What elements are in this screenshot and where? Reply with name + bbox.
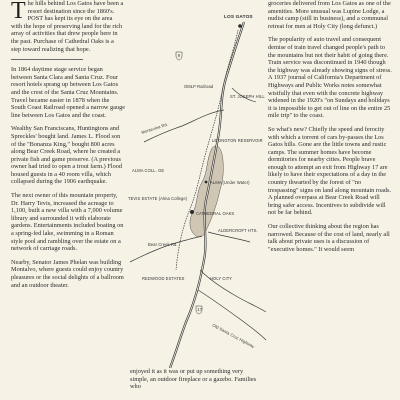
paragraph-wealthy-sf: Wealthy San Franciscans, Huntingtons and Spreckles' bought land. James L. Flood son of the "Bonanza King," bought 800 acres along Bear Creek Road, where he created a private fish and game preserve. (A previous owner had tried to open a trout farm.) Flood housed guests in a 40 room villa, which collapsed during the 1906 earthquake.	[11, 125, 123, 186]
drop-cap: T	[11, 0, 26, 24]
area-map	[126, 0, 268, 368]
label-st-joseph-hill: ST. JOSEPH HILL	[230, 94, 265, 99]
alma-marker	[205, 181, 208, 184]
paragraph-collective-thinking: Our collective thinking about the region has narrowed. Because of the cost of land, nearly all talk about private uses is a discussion of "executive homes." It would seem	[268, 223, 390, 253]
paragraph-auto-travel: The popularity of auto travel and consequent demise of train travel changed people's path to the mountains but not their habit of going there. Train service was discontinued in 1940 though the highway was already showing signs of stress. A 1937 journal of California's Department of Highways and Public Works notes somewhat wistfully that even with the concrete highway widened in the 1920's "on Sundays and holidays it is impossible to get out of line on the entire 25 mile trip" to the coast.	[268, 36, 392, 120]
los-gatos-marker	[238, 24, 242, 28]
intro-paragraph-text: he hills behind Los Gatos have been a resort destination since the 1860's. POST has kept its eye on the area with the hope of preserving land for the rich array of activities that drew people here in the past. Purchase of Cathedral Oaks is a step toward realizing that hope.	[11, 0, 124, 53]
label-montevina-road: Montevina Rd.	[140, 121, 169, 135]
left-text-column	[11, 0, 125, 289]
label-cathedral-oaks: CATHEDRAL OAKS	[196, 211, 235, 216]
label-lexington-reservoir: LEXINGTON RESERVOIR	[212, 138, 263, 143]
label-old-santa-cruz-highway: Old Santa Cruz Highway	[211, 322, 256, 349]
bear-creek-road	[130, 236, 202, 262]
cathedral-oaks-marker	[190, 210, 194, 214]
right-text-column	[268, 0, 392, 253]
intro-paragraph	[11, 0, 125, 53]
map-illustration	[126, 0, 268, 368]
label-redwood-estates: REDWOOD ESTATES	[142, 276, 185, 281]
label-aldercroft-heights: ALDERCROFT HTS.	[218, 228, 258, 233]
paragraph-groceries: groceries delivered from Los Gatos as one of the amenities. More unusual was Lupine Lodge, a nudist camp (still in business), and a communal retreat for men at Holy City (long defunct.)	[268, 0, 391, 30]
highway-17-number: 17	[197, 307, 203, 312]
highway-9-number: 9	[177, 53, 181, 58]
label-alma: ALMA (Under Water)	[210, 180, 250, 185]
label-tevis-estate: TEVIS ESTATE (Alma College)	[128, 196, 188, 201]
paragraph-stage-service: In 1864 daytime stage service began between Santa Clara and Santa Cruz. Four resort hotels sprang up between Los Gatos and the crest of the Santa Cruz Mountains. Travel became easier in 1878 when the South Coast Railroad opened a narrow gauge line between Los Gatos and the coast.	[11, 66, 126, 119]
label-omlp-railroad: OMLP Railroad	[184, 84, 214, 89]
paragraph-whats-new: So what's new? Chiefly the speed and ferocity with which a torrent of cars by-passes the Los Gatos hills. Gone are the little towns and rustic camps. The summer homes have become dormitories for nearby cities. People brave enough to attempt an exit from Highway 17 are likely to have their expectations of a day in the country thwarted by the forest of "no trespassing" signs on land along mountain roads. A planned overpass at Bear Creek Road will bring safer access. Incentives to subdivide will not be far behind.	[268, 125, 392, 217]
highway-17-inner	[170, 22, 244, 368]
highway-9-shield	[176, 52, 182, 60]
paragraph-montalvo: Nearby, Senator James Phelan was building Montalvo, where guests could enjoy country pleasures or the social delights of a ballroom and an outdoor theater.	[11, 258, 124, 289]
center-continuation-text: enjoyed it as it was or put up something very simple, an outdoor fireplace or a gazebo. Families who	[130, 368, 257, 391]
label-los-gatos: LOS GATOS	[224, 15, 253, 20]
paragraph-tevis: The next owner of this mountain property, Dr. Harry Tevis, increased the acreage to 1,100, built a new villa with a 7,000 volume library and surrounded it with elaborate gardens. Entertainments included boating on a spring-fed lake, swimming in a Roman style pool and rambling over the estate on a network of carriage roads.	[11, 192, 124, 253]
label-holy-city: HOLY CITY	[210, 276, 233, 281]
aldercroft-road	[208, 232, 250, 242]
label-bear-creek-road: Bear Creek Rd.	[148, 242, 178, 247]
lexington-reservoir-shape	[190, 146, 223, 237]
section-divider	[11, 59, 83, 60]
highway-17-shield	[196, 306, 203, 314]
label-alma-college: ALMA COLL. GE	[132, 168, 165, 173]
